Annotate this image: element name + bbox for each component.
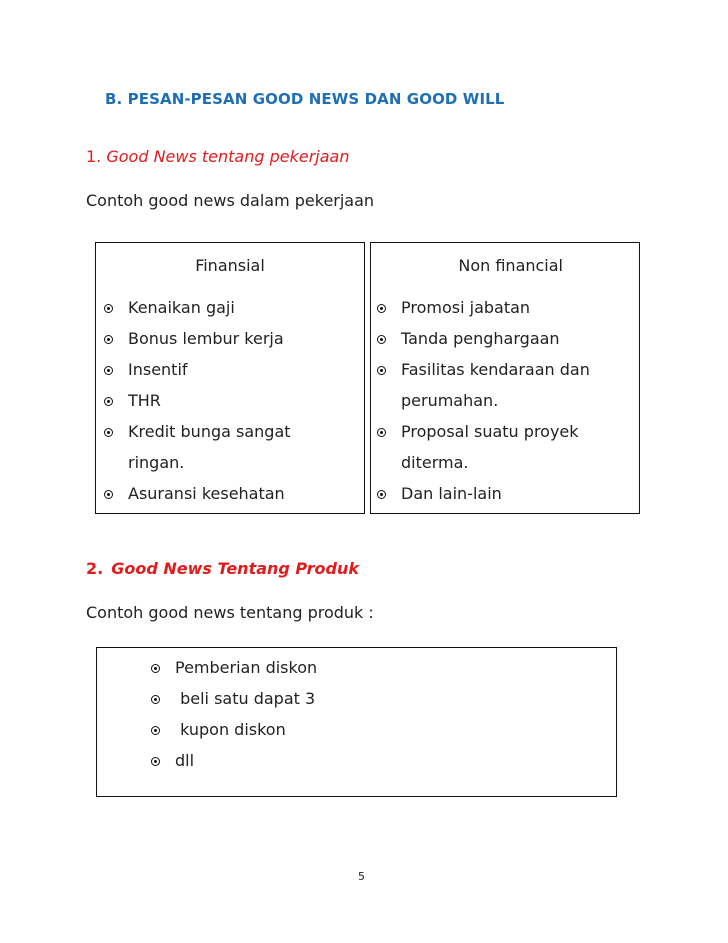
list-item: [145, 652, 317, 683]
list-item: [371, 354, 590, 385]
bullet-icon: [151, 695, 160, 704]
bullet-icon: [151, 757, 160, 766]
non-financial-list: [371, 292, 590, 509]
section-2-title: [86, 559, 359, 578]
bullet-icon: [104, 490, 113, 499]
section-2-number: 2.: [86, 559, 104, 578]
list-item-text: Dan lain-lain: [401, 484, 502, 503]
list-item: [145, 714, 317, 745]
list-item-text: Kenaikan gaji: [128, 298, 235, 317]
list-item: [98, 292, 291, 323]
bullet-icon: [377, 490, 386, 499]
list-item-text: Insentif: [128, 360, 188, 379]
list-item-text: Pemberian diskon: [175, 658, 318, 677]
list-item: [371, 323, 590, 354]
section-1-title: [86, 147, 350, 166]
list-item-text: Kredit bunga sangat: [128, 422, 291, 441]
list-item: [98, 385, 291, 416]
non-financial-box: [370, 242, 640, 514]
list-item-text: Asuransi kesehatan: [128, 484, 285, 503]
list-item: [98, 478, 291, 509]
bullet-icon: [377, 366, 386, 375]
list-item-continuation: [98, 447, 291, 478]
list-item-text: THR: [128, 391, 161, 410]
list-item-text: Fasilitas kendaraan dan: [401, 360, 590, 379]
finansial-list: [98, 292, 291, 509]
product-box: [96, 647, 617, 797]
list-item-text: dll: [175, 751, 195, 770]
list-item-text: ringan.: [128, 453, 185, 472]
finansial-box: [95, 242, 365, 514]
bullet-icon: [104, 428, 113, 437]
section-1-description: Contoh good news dalam pekerjaan: [86, 191, 375, 210]
list-item-text: beli satu dapat 3: [175, 689, 316, 708]
list-item: [371, 416, 590, 447]
bullet-icon: [104, 397, 113, 406]
bullet-icon: [104, 304, 113, 313]
bullet-icon: [151, 664, 160, 673]
list-item-text: kupon diskon: [175, 720, 286, 739]
list-item-text: Proposal suatu proyek: [401, 422, 579, 441]
page-number: 5: [358, 870, 365, 883]
non-financial-header: Non financial: [458, 256, 563, 275]
bullet-icon: [377, 304, 386, 313]
section-1-number: 1.: [86, 147, 102, 166]
finansial-header: Finansial: [195, 256, 265, 275]
bullet-icon: [104, 366, 113, 375]
list-item: [371, 478, 590, 509]
list-item: [98, 416, 291, 447]
section-1-title-text: Good News tentang pekerjaan: [106, 147, 350, 166]
list-item-continuation: [371, 447, 590, 478]
bullet-icon: [104, 335, 113, 344]
section-2-title-text: Good News Tentang Produk: [111, 559, 360, 578]
bullet-icon: [377, 335, 386, 344]
list-item-text: perumahan.: [401, 391, 499, 410]
list-item: [98, 354, 291, 385]
list-item-continuation: [371, 385, 590, 416]
bullet-icon: [151, 726, 160, 735]
list-item-text: Promosi jabatan: [401, 298, 531, 317]
bullet-icon: [377, 428, 386, 437]
list-item-text: diterma.: [401, 453, 469, 472]
section-heading-b: B. PESAN-PESAN GOOD NEWS DAN GOOD WILL: [105, 90, 505, 108]
list-item: [145, 683, 317, 714]
section-2-description: Contoh good news tentang produk :: [86, 603, 374, 622]
list-item: [98, 323, 291, 354]
list-item: [145, 745, 317, 776]
list-item-text: Bonus lembur kerja: [128, 329, 284, 348]
product-list: [145, 652, 317, 776]
list-item-text: Tanda penghargaan: [401, 329, 560, 348]
list-item: [371, 292, 590, 323]
